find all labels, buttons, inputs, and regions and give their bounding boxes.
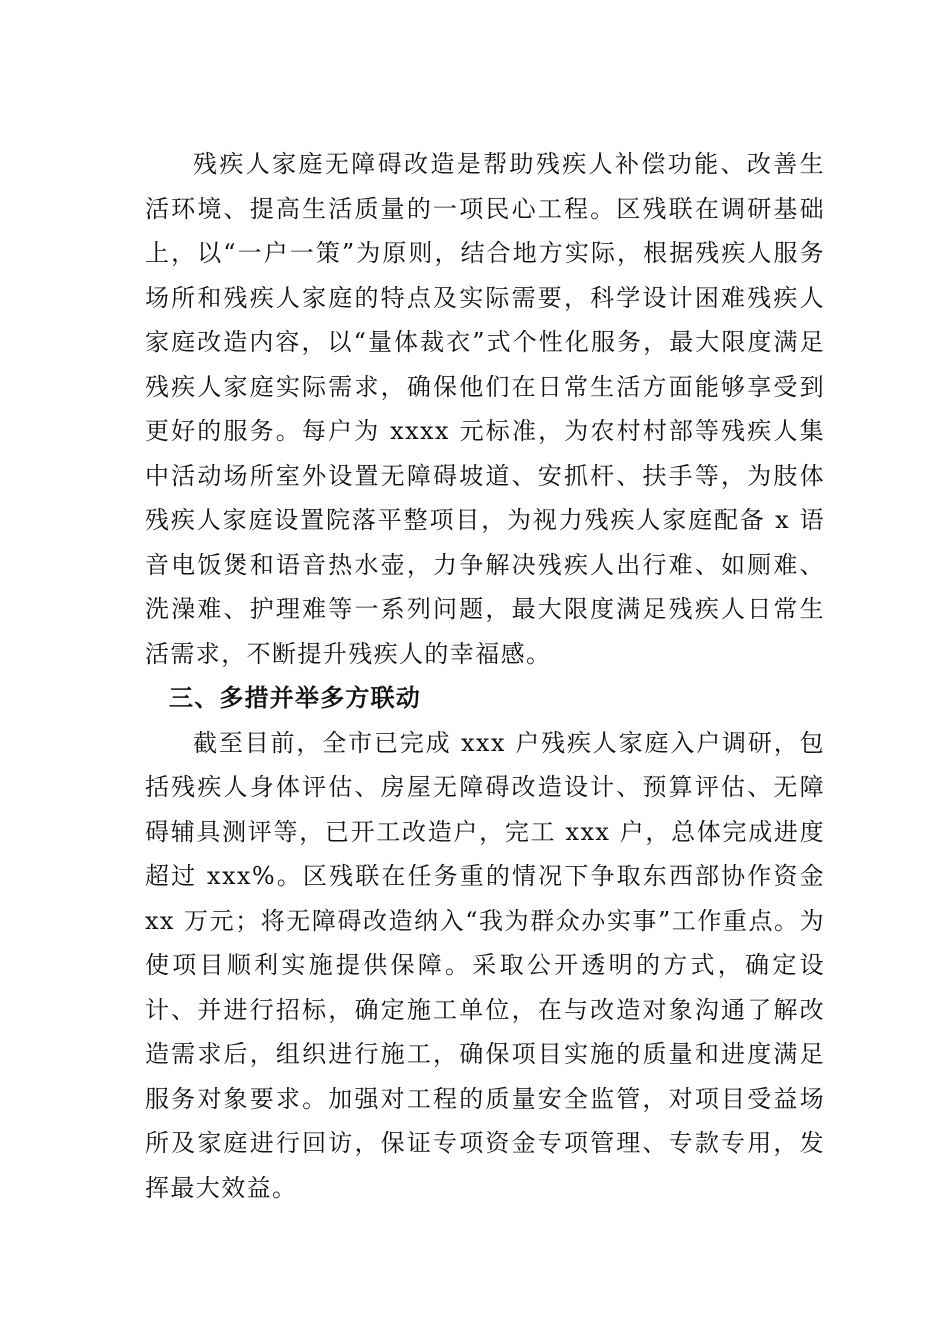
document-body: [145, 142, 825, 1210]
paragraph-accessibility-renovation: 残疾人家庭无障碍改造是帮助残疾人补偿功能、改善生活环境、提高生活质量的一项民心工程。区残联在调研基础上，以“一户一策”为原则，结合地方实际，根据残疾人服务场所和残疾人家庭的特点及实际需要，科学设计困难残疾人家庭改造内容，以“量体裁衣”式个性化服务，最大限度满足残疾人家庭实际需求，确保他们在日常生活方面能够享受到更好的服务。每户为 xxxx 元标准，为农村村部等残疾人集中活动场所室外设置无障碍坡道、安抓杆、扶手等，为肢体残疾人家庭设置院落平整项目，为视力残疾人家庭配备 x 语音电饭煲和语音热水壶，力争解决残疾人出行难、如厕难、洗澡难、护理难等一系列问题，最大限度满足残疾人日常生活需求，不断提升残疾人的幸福感。: [145, 150, 825, 668]
paragraph-progress: 截至目前，全市已完成 xxx 户残疾人家庭入户调研，包括残疾人身体评估、房屋无障碍改造设计、预算评估、无障碍辅具测评等，已开工改造户，完工 xxx 户，总体完成进度超过 xxx%。区残联在任务重的情况下争取东西部协作资金 xx 万元；将无障碍改造纳入“我为群众办实事”工作重点。为使项目顺利实施提供保障。采取公开透明的方式，确定设计、并进行招标，确定施工单位，在与改造对象沟通了解改造需求后，组织进行施工，确保项目实施的质量和进度满足服务对象要求。加强对工程的质量安全监管，对项目受益场所及家庭进行回访，保证专项资金专项管理、专款专用，发挥最大效益。: [145, 728, 825, 1202]
section-heading-3: 三、多措并举多方联动: [169, 684, 421, 712]
